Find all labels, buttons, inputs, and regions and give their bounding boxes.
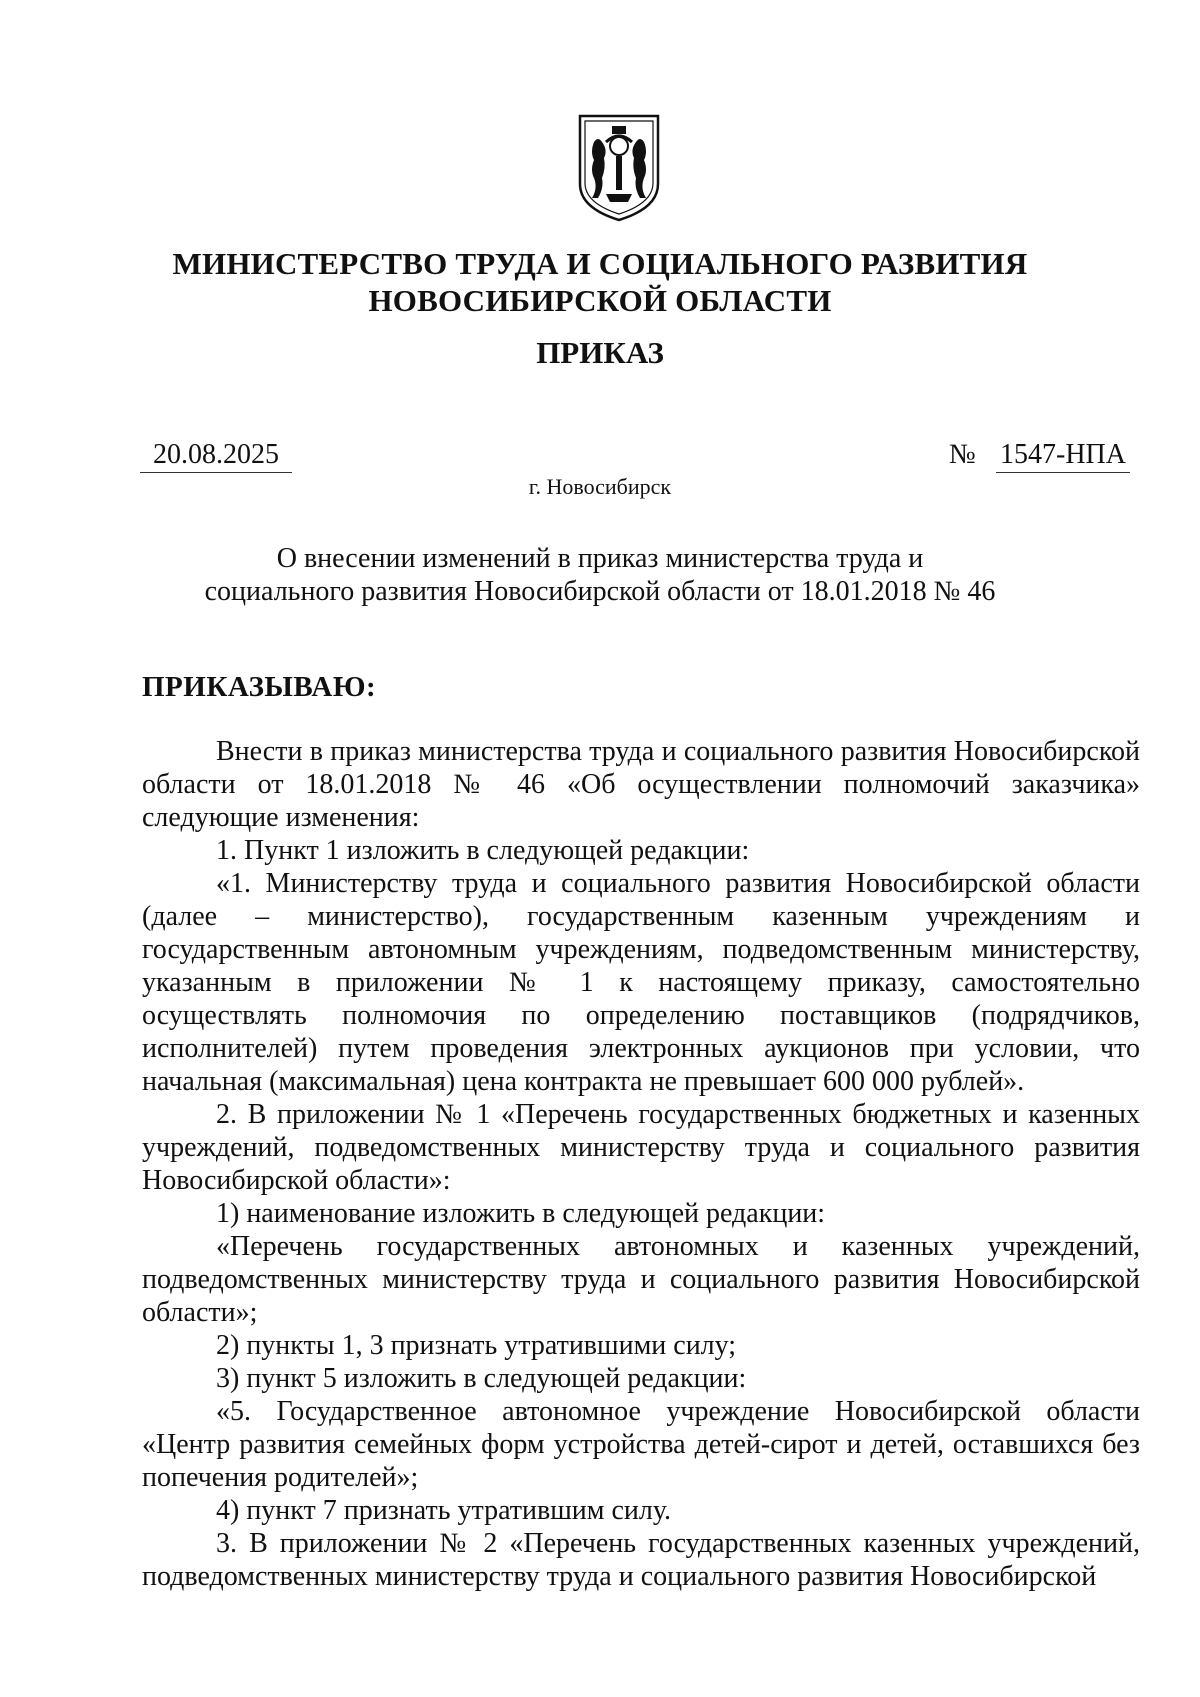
paragraph: 1) наименование изложить в следующей редакции: (216, 1198, 826, 1229)
document-body (142, 735, 1140, 1593)
coat-of-arms-icon (576, 112, 662, 224)
document-subject (0, 542, 1200, 608)
number-sign: № (949, 439, 976, 470)
decree-heading: ПРИКАЗЫВАЮ: (142, 671, 377, 703)
paragraph: 1. Пункт 1 изложить в следующей редакции: (216, 835, 750, 866)
ministry-name-line1: МИНИСТЕРСТВО ТРУДА И СОЦИАЛЬНОГО РАЗВИТИЯ (172, 246, 1028, 281)
document-type: ПРИКАЗ (536, 335, 664, 370)
paragraph: «Перечень государственных автономных и казенных учреждений, подведомственных министерству труда и социального развития Новосибирской области»; (142, 1231, 1140, 1328)
paragraph: 3) пункт 5 изложить в следующей редакции: (216, 1363, 747, 1394)
subject-line1: О внесении изменений в приказ министерства труда и (276, 543, 924, 574)
ministry-name-line2: НОВОСИБИРСКОЙ ОБЛАСТИ (368, 283, 832, 318)
paragraph: 4) пункт 7 признать утратившим силу. (216, 1495, 672, 1526)
document-date: 20.08.2025 (140, 438, 292, 473)
document-number: 1547-НПА (996, 438, 1130, 473)
paragraph: 2) пункты 1, 3 признать утратившими силу; (216, 1330, 737, 1361)
paragraph: 2. В приложении № 1 «Перечень государственных бюджетных и казенных учреждений, подведомственных министерству труда и социального развития Новосибирской области»: (142, 1099, 1140, 1196)
subject-line2: социального развития Новосибирской области от 18.01.2018 № 46 (204, 576, 996, 607)
document-city: г. Новосибирск (528, 474, 672, 499)
paragraph: «1. Министерству труда и социального развития Новосибирской области (далее – министерство), государственным казенным учреждениям и государственным автономным учреждениям, подведомственным министерству, указанным в приложении № 1 к настоящему приказу, самостоятельно осуществлять полномочия по определению поставщиков (подрядчиков, исполнителей) путем проведения электронных аукционов при условии, что начальная (максимальная) цена контракта не превышает 600 000 рублей». (142, 868, 1140, 1097)
paragraph: Внести в приказ министерства труда и социального развития Новосибирской области от 18.01.2018 № 46 «Об осуществлении полномочий заказчика» следующие изменения: (142, 736, 1140, 833)
paragraph: «5. Государственное автономное учреждение Новосибирской области «Центр развития семейных форм устройства детей-сирот и детей, оставшихся без попечения родителей»; (142, 1396, 1140, 1493)
paragraph: 3. В приложении № 2 «Перечень государственных казенных учреждений, подведомственных министерству труда и социального развития Новосибирской (142, 1528, 1140, 1592)
ministry-name (0, 245, 1200, 319)
